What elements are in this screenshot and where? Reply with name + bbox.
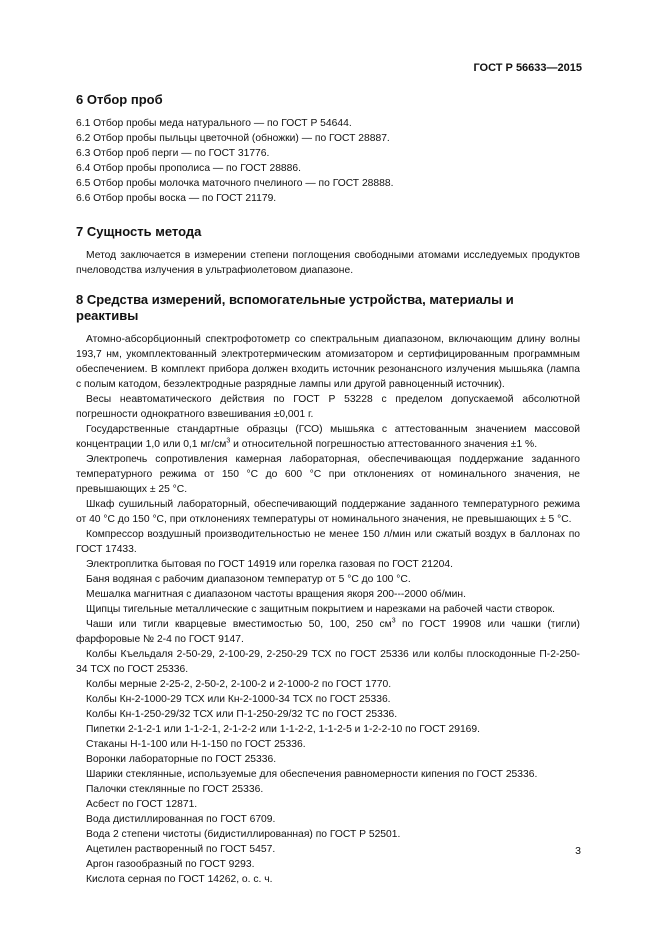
paragraph: Баня водяная с рабочим диапазоном температур от 5 °C до 100 °C.	[86, 574, 411, 585]
section-6-title: 6 Отбор проб	[76, 92, 163, 107]
section-7-text: Метод заключается в измерении степени поглощения свободными атомами исследуемых продуктов пчеловодства излучения в ультрафиолетовом диапазоне.	[76, 250, 580, 276]
paragraph: Весы неавтоматического действия по ГОСТ Р 53228 с пределом допускаемой абсолютной погрешности однократного взвешивания ±0,001 г.	[76, 394, 580, 420]
section-7-title: 7 Сущность метода	[76, 224, 202, 239]
list-item: 6.3 Отбор проб перги — по ГОСТ 31776.	[76, 148, 270, 159]
superscript: 3	[226, 437, 231, 445]
paragraph: Колбы Кн-1-250-29/32 ТСХ или П-1-250-29/32 ТС по ГОСТ 25336.	[86, 709, 398, 720]
list-item: 6.2 Отбор пробы пыльцы цветочной (обножки) — по ГОСТ 28887.	[76, 133, 390, 144]
paragraph-text: Государственные стандартные образцы (ГСО) мышьяка с аттестованным значением массовой концентрации 1,0 или 0,1 мг/см	[76, 424, 580, 450]
list-item: 6.6 Отбор пробы воска — по ГОСТ 21179.	[76, 193, 277, 204]
paragraph: Колбы Къельдаля 2-50-29, 2-100-29, 2-250-29 ТСХ по ГОСТ 25336 или колбы плоскодонные П-2-250-34 ТСХ по ГОСТ 25336.	[76, 649, 580, 675]
paragraph: Электроплитка бытовая по ГОСТ 14919 или горелка газовая по ГОСТ 21204.	[86, 559, 453, 570]
paragraph: Колбы мерные 2-25-2, 2-50-2, 2-100-2 и 2-1000-2 по ГОСТ 1770.	[86, 679, 392, 690]
paragraph: Шарики стеклянные, используемые для обеспечения равномерности кипения по ГОСТ 25336.	[86, 769, 538, 780]
paragraph: Стаканы Н-1-100 или Н-1-150 по ГОСТ 25336.	[86, 739, 306, 750]
document-body	[76, 92, 580, 887]
list-item: 6.4 Отбор пробы прополиса — по ГОСТ 28886.	[76, 163, 301, 174]
paragraph: Пипетки 2-1-2-1 или 1-1-2-1, 2-1-2-2 или 1-1-2-2, 1-1-2-5 и 1-2-2-10 по ГОСТ 29169.	[86, 724, 480, 735]
paragraph: Вода 2 степени чистоты (бидистиллированная) по ГОСТ Р 52501.	[86, 829, 401, 840]
paragraph: Щипцы тигельные металлические с защитным покрытием и нарезками на рабочей части створок.	[86, 604, 555, 615]
superscript: 3	[391, 617, 396, 625]
paragraph: Палочки стеклянные по ГОСТ 25336.	[86, 784, 264, 795]
paragraph: Компрессор воздушный производительностью не менее 150 л/мин или сжатый воздух в баллонах по ГОСТ 17433.	[76, 529, 580, 555]
section-6-list	[76, 116, 580, 206]
list-item: 6.1 Отбор пробы меда натурального — по ГОСТ Р 54644.	[76, 118, 352, 129]
paragraph: Асбест по ГОСТ 12871.	[86, 799, 198, 810]
paragraph: Кислота серная по ГОСТ 14262, о. с. ч.	[86, 874, 273, 885]
document-header: ГОСТ Р 56633—2015	[473, 62, 582, 74]
list-item: 6.5 Отбор пробы молочка маточного пчелиного — по ГОСТ 28888.	[76, 178, 394, 189]
paragraph-text: и относительной погрешностью аттестованного значения ±1 %.	[230, 439, 538, 450]
paragraph: Атомно-абсорбционный спектрофотометр со спектральным диапазоном, включающим длину волны 193,7 нм, укомплектованный электротермическим атомизатором и сертифицированным программным обеспечением. В комплект прибора должен входить источник резонансного излучения мышьяка (лампа с полым катодом, безэлектродные разрядные лампы или другой равноценный источник).	[76, 334, 580, 390]
paragraph: Электропечь сопротивления камерная лабораторная, обеспечивающая поддержание заданного температурного режима от 150 °C до 600 °C при отклонениях от номинального значения, не превышающих ± 25 °C.	[76, 454, 580, 495]
paragraph: Воронки лабораторные по ГОСТ 25336.	[86, 754, 277, 765]
paragraph: Колбы Кн-2-1000-29 ТСХ или Кн-2-1000-34 ТСХ по ГОСТ 25336.	[86, 694, 391, 705]
paragraph: Шкаф сушильный лабораторный, обеспечивающий поддержание заданного температурного режима от 40 °C до 150 °C, при отклонениях температуры от номинального значения, не превышающих ± 5 °C.	[76, 499, 580, 525]
paragraph: Аргон газообразный по ГОСТ 9293.	[86, 859, 255, 870]
section-8-title: 8 Средства измерений, вспомогательные устройства, материалы и реактивы	[76, 292, 514, 323]
page-number: 3	[575, 845, 581, 857]
paragraph: Мешалка магнитная с диапазоном частоты вращения якоря 200---2000 об/мин.	[86, 589, 466, 600]
paragraph	[76, 617, 580, 647]
paragraph: Вода дистиллированная по ГОСТ 6709.	[86, 814, 276, 825]
paragraph	[76, 422, 580, 452]
paragraph-text: Чаши или тигли кварцевые вместимостью 50, 100, 250 см	[86, 619, 392, 630]
paragraph: Ацетилен растворенный по ГОСТ 5457.	[86, 844, 276, 855]
paragraph-text: по ГОСТ 19908 или чашки (тигли) фарфоровые № 2-4 по ГОСТ 9147.	[76, 619, 580, 645]
